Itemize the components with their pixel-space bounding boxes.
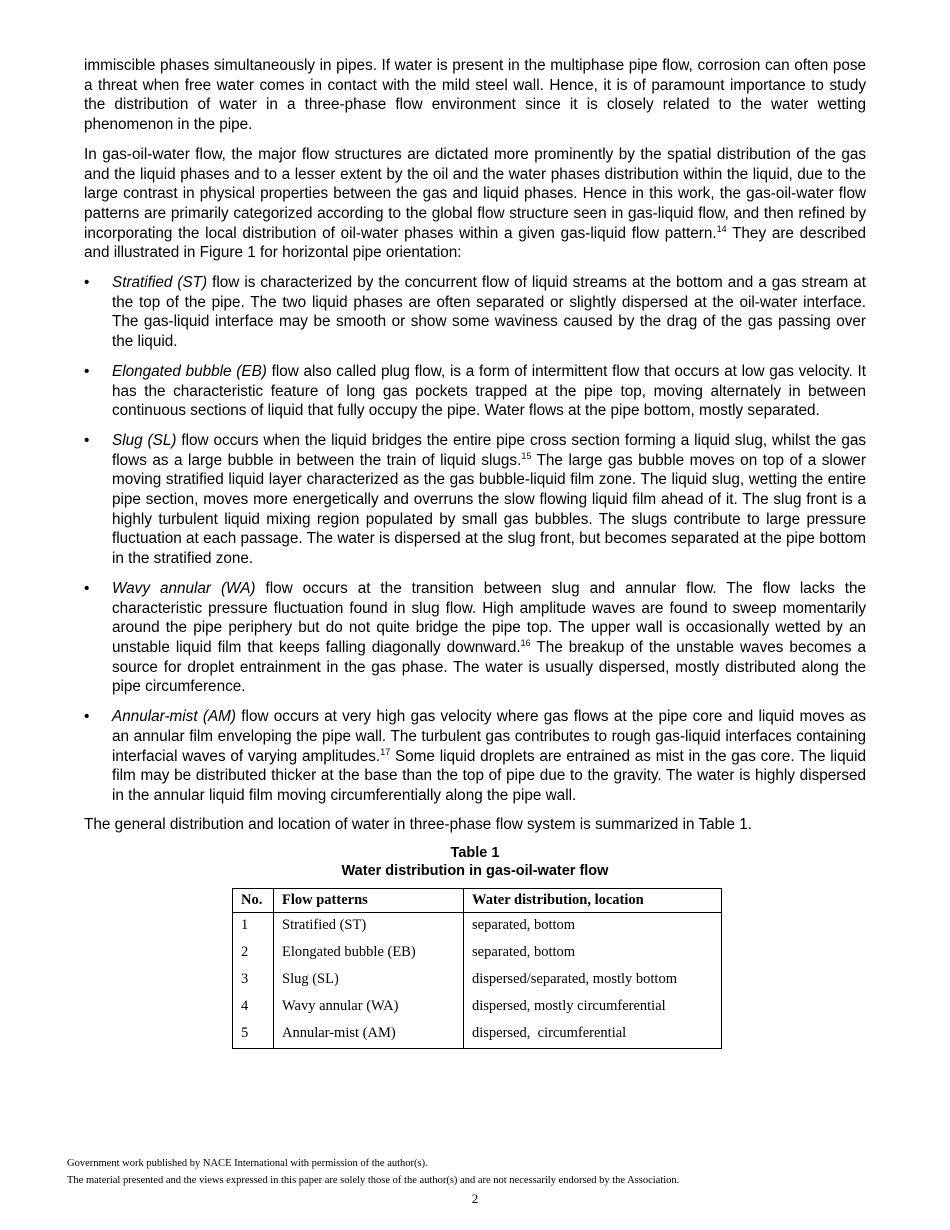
item-text: The breakup of the unstable waves becomes a source for droplet entrainment in the gas phase. The water is usually dispersed, mostly distributed along the pipe circumference. bbox=[112, 638, 866, 696]
bullet-icon: • bbox=[84, 274, 90, 292]
list-item-wavy-annular bbox=[84, 579, 866, 697]
table-row bbox=[233, 940, 722, 967]
item-text: flow occurs at very high gas velocity where gas flows at the pipe core and liquid moves as an annular film enveloping the pipe wall. The turbulent gas contributes to rough gas-liquid interfaces containing interfacial waves of varying amplitudes. bbox=[112, 708, 866, 765]
cell-flow-pattern: Slug (SL) bbox=[274, 967, 464, 994]
page-number: 2 bbox=[471, 1191, 479, 1206]
paragraph-text: They are described and illustrated in Figure 1 for horizontal pipe orientation: bbox=[84, 224, 867, 262]
page-body bbox=[84, 56, 866, 1049]
footer-disclaimer: The material presented and the views expressed in this paper are solely those of the author(s) and are not necessarily endorsed by the Association. bbox=[67, 1175, 680, 1186]
intro-paragraph: immiscible phases simultaneously in pipes. If water is present in the multiphase pipe flow, corrosion can often pose a threat when free water comes in contact with the mild steel wall. Hence, it is of paramount importance to study the distribution of water in a three-phase flow environment since it is closely related to the water wetting phenomenon in the pipe. bbox=[84, 57, 866, 134]
table-row bbox=[233, 1021, 722, 1049]
table-row bbox=[233, 967, 722, 994]
cell-flow-pattern: Annular-mist (AM) bbox=[274, 1021, 464, 1049]
list-item-stratified bbox=[84, 273, 866, 352]
table-header-row bbox=[233, 889, 722, 913]
cell-water-distribution: separated, bottom bbox=[464, 940, 722, 967]
term: Slug (SL) bbox=[112, 431, 177, 449]
item-text: flow occurs when the liquid bridges the entire pipe cross section forming a liquid slug, whilst the gas flows as a large bubble in between the train of liquid slugs. bbox=[112, 431, 867, 469]
item-text: flow is characterized by the concurrent flow of liquid streams at the bottom and a gas stream at the top of the pipe. The two liquid phases are often separated or slightly dispersed at the oil-water interface. The gas-liquid interface may be smooth or show some waviness caused by the drag of the gas passing over the liquid. bbox=[112, 274, 866, 351]
table-label: Table 1 bbox=[450, 845, 500, 862]
cell-flow-pattern: Elongated bubble (EB) bbox=[274, 940, 464, 967]
term: Elongated bubble (EB) bbox=[112, 362, 267, 380]
term: Annular-mist (AM) bbox=[112, 708, 237, 726]
page-footer bbox=[67, 1155, 887, 1189]
term: Stratified (ST) bbox=[112, 274, 208, 292]
cell-no: 4 bbox=[233, 994, 274, 1021]
table-title: Water distribution in gas-oil-water flow bbox=[341, 863, 609, 880]
water-distribution-table bbox=[232, 888, 722, 1049]
cell-flow-pattern: Wavy annular (WA) bbox=[274, 994, 464, 1021]
cell-flow-pattern: Stratified (ST) bbox=[274, 913, 464, 941]
cell-water-distribution: dispersed, circumferential bbox=[464, 1021, 722, 1049]
term: Wavy annular (WA) bbox=[112, 579, 256, 597]
footer-permission-note: Government work published by NACE International with permission of the author(s). bbox=[67, 1158, 428, 1169]
table-row bbox=[233, 994, 722, 1021]
cell-no: 3 bbox=[233, 967, 274, 994]
item-text: The large gas bubble moves on top of a slower moving stratified liquid layer characterized as the gas bubble-liquid film zone. The liquid slug, wetting the entire pipe section, moves more energetically and overruns the slow flowing liquid film ahead of it. The slug front is a highly turbulent liquid mixing region populated by small gas bubbles. The slugs contribute to large pressure fluctuation at each passage. The water is dispersed at the slug front, but becomes separated at the pipe bottom in the stratified zone. bbox=[112, 451, 866, 568]
cell-water-distribution: separated, bottom bbox=[464, 913, 722, 941]
table-caption bbox=[84, 844, 866, 880]
bullet-icon: • bbox=[84, 431, 90, 449]
bullet-icon: • bbox=[84, 362, 90, 380]
cell-no: 5 bbox=[233, 1021, 274, 1049]
list-item-annular-mist bbox=[84, 707, 866, 806]
cell-no: 1 bbox=[233, 913, 274, 941]
cell-no: 2 bbox=[233, 940, 274, 967]
reference-superscript: 14 bbox=[716, 223, 727, 234]
item-text: Some liquid droplets are entrained as mist in the gas core. The liquid film may be distributed thicker at the base than the top of pipe due to the gravity. The water is highly dispersed in the annular liquid film moving circumferentially along the pipe wall. bbox=[112, 747, 866, 804]
list-item-elongated-bubble bbox=[84, 362, 866, 421]
bullet-icon: • bbox=[84, 708, 90, 726]
paragraph-text: In gas-oil-water flow, the major flow structures are dictated more prominently by the spatial distribution of the gas and the liquid phases and to a lesser extent by the oil and the water phases distribution within the liquid, due to the large contrast in physical properties between the gas and liquid phases. Hence in this work, the gas-oil-water flow patterns are primarily categorized according to the global flow structure seen in gas-liquid flow, and then refined by incorporating the local distribution of oil-water phases within a given gas-liquid flow pattern. bbox=[84, 145, 866, 242]
header-water-distribution: Water distribution, location bbox=[464, 889, 722, 913]
item-text: flow occurs at the transition between slug and annular flow. The flow lacks the characteristic pressure fluctuation found in slug flow. High amplitude waves are found to sweep momentarily around the pipe periphery but do not quite bridge the pipe top. The upper wall is occasionally wetted by an unstable liquid film that keeps falling diagonally downward. bbox=[112, 579, 866, 656]
flow-structure-paragraph bbox=[84, 145, 866, 263]
reference-superscript: 15 bbox=[521, 450, 532, 461]
list-item-slug bbox=[84, 431, 866, 569]
summary-paragraph: The general distribution and location of water in three-phase flow system is summarized in Table 1. bbox=[84, 815, 753, 833]
table-row bbox=[233, 913, 722, 941]
flow-pattern-list bbox=[84, 273, 866, 806]
reference-superscript: 17 bbox=[380, 746, 391, 757]
header-flow-patterns: Flow patterns bbox=[274, 889, 464, 913]
cell-water-distribution: dispersed, mostly circumferential bbox=[464, 994, 722, 1021]
cell-water-distribution: dispersed/separated, mostly bottom bbox=[464, 967, 722, 994]
header-no: No. bbox=[233, 889, 274, 913]
reference-superscript: 16 bbox=[520, 637, 531, 648]
bullet-icon: • bbox=[84, 579, 90, 597]
item-text: flow also called plug flow, is a form of intermittent flow that occurs at low gas velocity. It has the characteristic feature of long gas pockets trapped at the pipe top, moving alternately in between continuous sections of liquid that fully occupy the pipe. Water flows at the pipe bottom, mostly separated. bbox=[112, 362, 866, 420]
